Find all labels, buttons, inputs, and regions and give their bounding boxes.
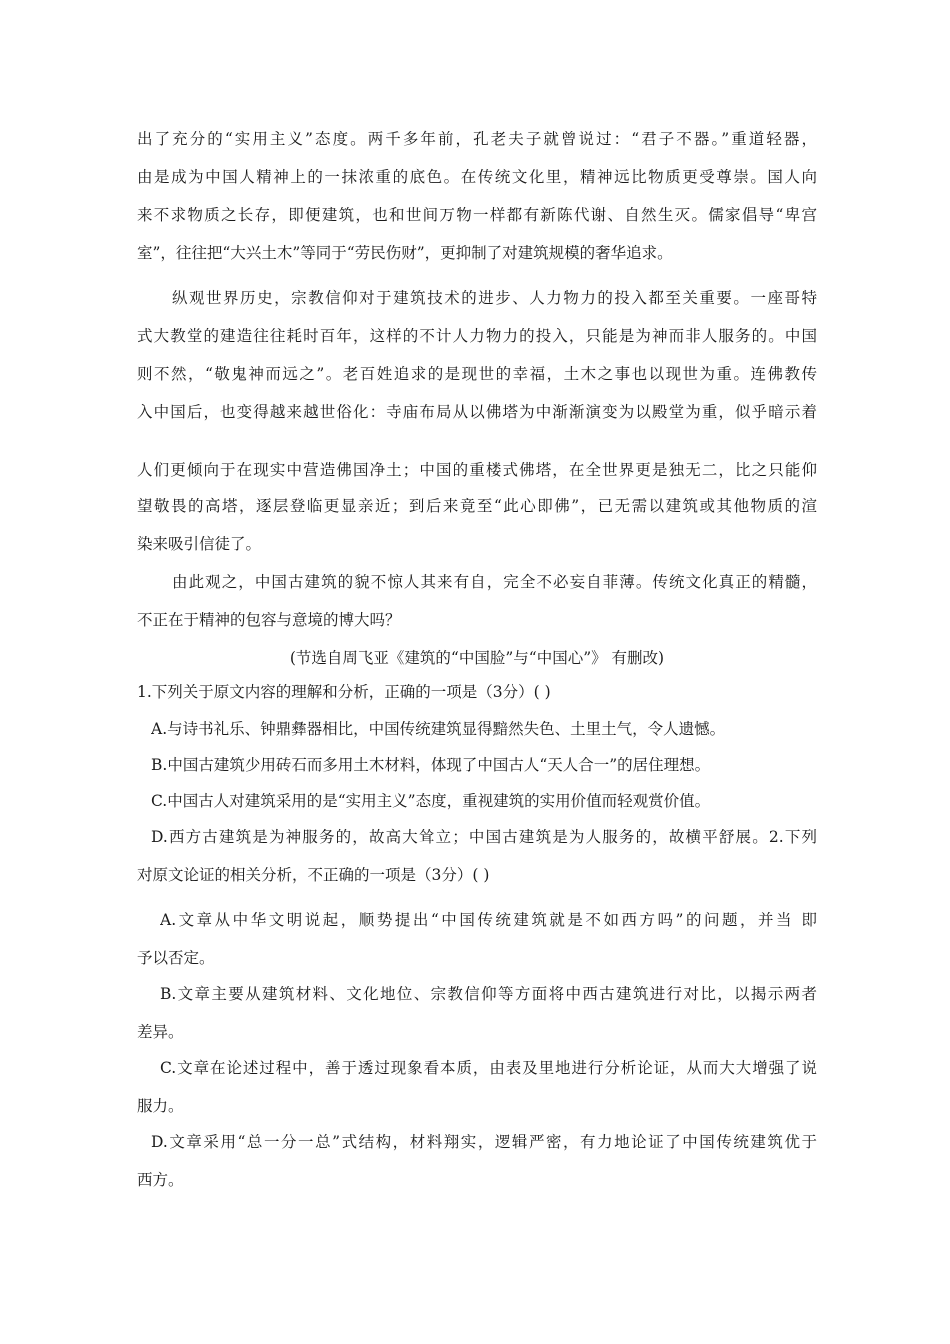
text-line: 由是成为中国人精神上的一抹浓重的底色。在传统文化里，精神远比物质更受尊崇。国人向: [137, 168, 817, 186]
question-2-option-b: B.文章主要从建筑材料、文化地位、宗教信仰等方面将中西古建筑进行对比，以揭示两者: [160, 985, 817, 1003]
text-line: 由此观之，中国古建筑的貌不惊人其来有自，完全不必妄自菲薄。传统文化真正的精髓，: [172, 573, 817, 591]
text-line: 服力。: [137, 1097, 184, 1115]
text-line: 出了充分的“实用主义”态度。两千多年前，孔老夫子就曾说过：“君子不器。”重道轻器，: [137, 130, 817, 148]
text-line: 西方。: [137, 1171, 184, 1189]
text-line: 来不求物质之长存，即便建筑，也和世间万物一样都有新陈代谢、自然生灭。儒家倡导“卑宫: [137, 206, 817, 224]
text-line: 予以否定。: [137, 949, 215, 967]
text-line: 人们更倾向于在现实中营造佛国净土；中国的重楼式佛塔，在全世界更是独无二，比之只能仰: [137, 461, 817, 479]
text-line: 望敬畏的高塔，逐层登临更显亲近；到后来竟至“此心即佛”，已无需以建筑或其他物质的渲: [137, 497, 817, 515]
text-line: 入中国后，也变得越来越世俗化：寺庙布局从以佛塔为中渐渐演变为以殿堂为重，似乎暗示着: [137, 403, 817, 421]
text-line: 纵观世界历史，宗教信仰对于建筑技术的进步、人力物力的投入都至关重要。一座哥特: [172, 289, 817, 307]
question-1-option-b: B.中国古建筑少用砖石而多用土木材料，体现了中国古人“天人合一”的居住理想。: [151, 756, 711, 774]
question-2-stem: 对原文论证的相关分析，不正确的一项是（3分）( ): [137, 866, 490, 884]
question-2-option-a: A.文章从中华文明说起，顺势提出“中国传统建筑就是不如西方吗”的问题，并当 即: [160, 911, 817, 929]
text-line: 染来吸引信徒了。: [137, 535, 262, 553]
question-2-option-d: D.文章采用“总一分一总”式结构，材料翔实，逻辑严密，有力地论证了中国传统建筑优于: [151, 1133, 817, 1151]
text-line: 则不然，“敬鬼神而远之”。老百姓追求的是现世的幸福，土木之事也以现世为重。连佛教传: [137, 365, 817, 383]
question-2-option-c: C.文章在论述过程中，善于透过现象看本质，由表及里地进行分析论证，从而大大增强了说: [160, 1059, 817, 1077]
question-1-option-c: C.中国古人对建筑采用的是“实用主义”态度，重视建筑的实用价值而轻观赏价值。: [151, 792, 711, 810]
text-line: 式大教堂的建造往往耗时百年，这样的不计人力物力的投入，只能是为神而非人服务的。中国: [137, 327, 817, 345]
source-citation: (节选自周飞亚《建筑的“中国脸”与“中国心”》 有删改): [289, 649, 665, 667]
text-line: 室”，往往把“大兴土木”等同于“劳民伤财”，更抑制了对建筑规模的奢华追求。: [137, 244, 673, 262]
question-1-option-d: D.西方古建筑是为神服务的，故高大耸立；中国古建筑是为人服务的，故横平舒展。2.下列: [151, 828, 817, 846]
question-1-option-a: A.与诗书礼乐、钟鼎彝器相比，中国传统建筑显得黯然失色、土里土气，令人遗憾。: [151, 720, 726, 738]
text-line: 差异。: [137, 1023, 184, 1041]
text-line: 不正在于精神的包容与意境的博大吗？: [137, 611, 401, 629]
question-1-stem: 1.下列关于原文内容的理解和分析，正确的一项是（3分）( ): [137, 683, 551, 701]
